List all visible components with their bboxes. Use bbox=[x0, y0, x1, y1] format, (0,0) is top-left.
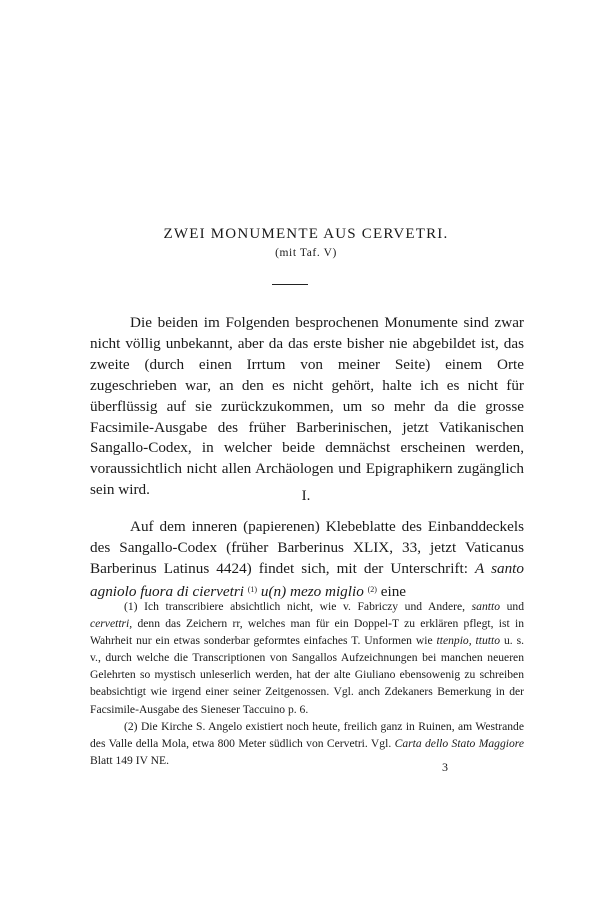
footnote-1-text-c: denn das Zeichern rr, welches man für ein Doppel-T zu erklären pflegt, ist in Wahrheit nur ein etwas sonderbar geformtes einfaches T. Unformen wie bbox=[90, 617, 524, 648]
footnote-ref-1: (1) bbox=[247, 584, 258, 594]
footnote-2 bbox=[90, 718, 524, 769]
footnote-1-marker: (1) bbox=[124, 600, 138, 613]
section-heading: I. bbox=[301, 488, 311, 504]
footnote-1-text-b: und bbox=[506, 600, 524, 613]
footnote-ref-2: (2) bbox=[367, 584, 377, 594]
footnote-2-title: Carta dello Stato Maggiore bbox=[394, 736, 524, 750]
footnote-1-word-2: cervettri, bbox=[90, 617, 133, 631]
page-subtitle: (mit Taf. V) bbox=[275, 247, 337, 259]
footnotes bbox=[90, 598, 524, 769]
title-divider bbox=[272, 284, 308, 285]
footnote-1-word-1: santto bbox=[471, 600, 500, 613]
footnote-2-text-a: Die Kirche S. Angelo existiert noch heute, freilich ganz in Ruinen, am Westrande des Valle della Mola, etwa 800 Meter südlich von Cervetri. Vgl. bbox=[90, 719, 524, 750]
footnote-1 bbox=[90, 598, 524, 718]
footnote-1-text-d: u. s. v., durch welche die Transcriptionen von Sangallos Aufzeichnungen bei manchen neueren Gelehrten so mystisch unleserlich werden, hat der alte Giuliano ebensowenig zu schreiben beabsichtigt wie irgend einer seiner Zeitgenossen. Vgl. anch Zdekaners Bemerkung in der Facsimile-Ausgabe des Sieneser Taccuino p. 6. bbox=[90, 634, 524, 716]
page-number: 3 bbox=[442, 760, 448, 774]
quote-part-2: u(n) mezo miglio bbox=[260, 582, 364, 600]
page-title: ZWEI MONUMENTE AUS CERVETRI. bbox=[163, 226, 449, 242]
footnote-1-word-3: ttenpio, ttutto bbox=[436, 634, 501, 648]
intro-paragraph: Die beiden im Folgenden besprochenen Monumente sind zwar nicht völlig unbekannt, aber da das erste bisher nie abgebildet ist, das zweite (durch einen Irrtum von meiner Seite) einem Orte zugeschrieben war, an den es nicht gehört, halte ich es nicht für überflüssig auf sie zurückzukommen, um so mehr da die grosse Facsimile-Ausgabe des früher Barberinischen, jetzt Vatikanischen Sangallo-Codex, in welcher beide demnächst erscheinen werden, voraussichtlich nicht allen Archäologen und Epigraphikern zugänglich sein wird. bbox=[90, 314, 524, 499]
footnote-1-text-a: Ich transcribiere absichtlich nicht, wie v. Fabriczy und Andere, bbox=[144, 600, 466, 613]
section-1-paragraph bbox=[90, 517, 524, 603]
footnote-2-marker: (2) bbox=[124, 719, 138, 733]
section-1-text-before: Auf dem inneren (papierenen) Klebeblatte des Einbanddeckels des Sangallo-Codex (früher Barberinus XLIX, 33, jetzt Vaticanus Barberinus Latinus 4424) findet sich, mit der Unterschrift: bbox=[90, 518, 524, 577]
section-1-text-after: eine bbox=[380, 582, 407, 600]
footnote-2-text-b: Blatt 149 IV NE. bbox=[90, 753, 170, 767]
quote-part-1: A santo agniolo fuora di ciervetri bbox=[90, 559, 524, 600]
